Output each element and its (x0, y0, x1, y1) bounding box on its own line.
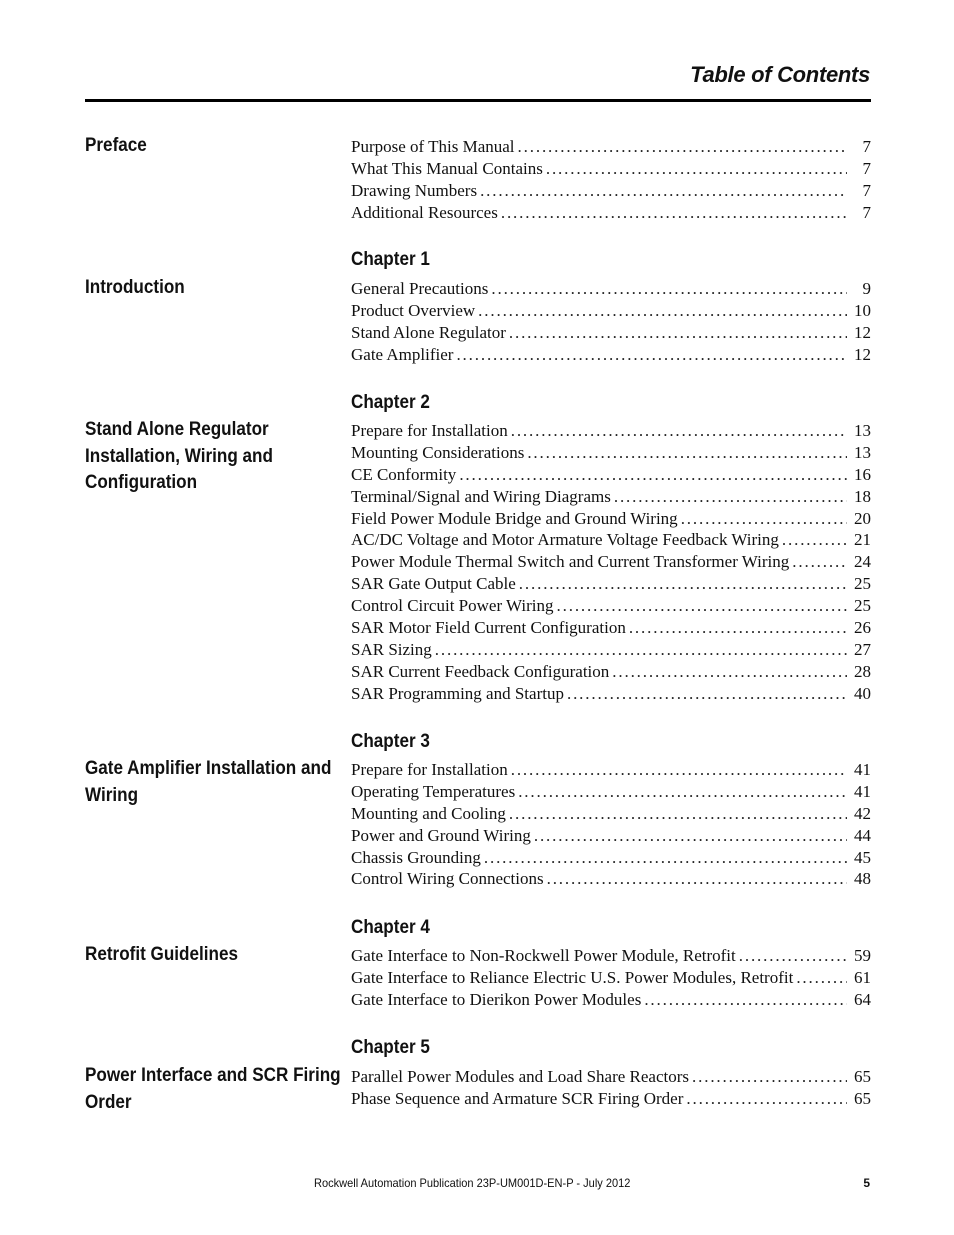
toc-entry-page: 59 (854, 946, 871, 965)
toc-entry-page: 21 (854, 530, 871, 550)
dot-leader (557, 596, 847, 616)
toc-entry-page: 7 (862, 137, 871, 156)
chapter-label: Chapter 1 (351, 249, 430, 270)
toc-entry-list (351, 421, 871, 706)
toc-entry-list (351, 946, 871, 1012)
toc-entry[interactable] (351, 509, 871, 531)
dot-leader (518, 137, 847, 157)
dot-leader (792, 552, 847, 572)
toc-entry[interactable] (351, 345, 871, 367)
toc-entry-page: 9 (862, 279, 871, 298)
footer-page-number: 5 (863, 1176, 870, 1190)
section-heading-line: Stand Alone Regulator (85, 419, 269, 440)
toc-entry-page: 61 (854, 967, 871, 987)
toc-entry[interactable] (351, 487, 871, 509)
toc-entry-page: 40 (854, 683, 871, 703)
dot-leader (546, 159, 847, 179)
section-heading-line: Configuration (85, 472, 198, 493)
toc-entry-title: Gate Amplifier (351, 344, 454, 364)
dot-leader (511, 421, 847, 441)
toc-entry-page: 28 (854, 661, 871, 681)
toc-entry-page: 12 (854, 322, 871, 342)
toc-entry[interactable] (351, 848, 871, 870)
dot-leader (501, 203, 847, 223)
toc-entry-title: Chassis Grounding (351, 847, 481, 867)
toc-entry-title: Terminal/Signal and Wiring Diagrams (351, 486, 611, 506)
footer-publication: Rockwell Automation Publication 23P-UM001D-EN-P - July 2012 (314, 1176, 631, 1190)
toc-entry-title: SAR Programming and Startup (351, 683, 564, 703)
toc-entry-title: CE Conformity (351, 464, 457, 484)
toc-entry-page: 16 (854, 464, 871, 484)
dot-leader (491, 279, 847, 299)
dot-leader (484, 848, 847, 868)
toc-entry[interactable] (351, 181, 871, 203)
chapter-label: Chapter 3 (351, 731, 430, 752)
title-rule (85, 99, 871, 102)
toc-entry-title: Field Power Module Bridge and Ground Wiring (351, 508, 678, 528)
toc-entry[interactable] (351, 137, 871, 159)
toc-entry[interactable] (351, 968, 871, 990)
toc-entry-title: Stand Alone Regulator (351, 322, 506, 342)
toc-entry[interactable] (351, 421, 871, 443)
toc-entry[interactable] (351, 946, 871, 968)
dot-leader (567, 684, 847, 704)
chapter-label: Chapter 5 (351, 1037, 430, 1058)
dot-leader (612, 662, 847, 682)
toc-entry[interactable] (351, 804, 871, 826)
dot-leader (629, 618, 847, 638)
dot-leader (478, 301, 847, 321)
toc-entry-page: 48 (854, 869, 871, 889)
toc-entry-page: 10 (854, 300, 871, 320)
toc-entry[interactable] (351, 159, 871, 181)
page-title: Table of Contents (690, 62, 870, 87)
toc-entry-page: 25 (854, 574, 871, 594)
toc-entry-page: 64 (854, 989, 871, 1009)
toc-entry-title: Control Wiring Connections (351, 869, 544, 889)
toc-entry[interactable] (351, 443, 871, 465)
toc-entry-page: 7 (862, 202, 871, 222)
dot-leader (509, 804, 847, 824)
toc-entry[interactable] (351, 301, 871, 323)
dot-leader (644, 990, 847, 1010)
toc-entry-title: Product Overview (351, 300, 476, 320)
dot-leader (739, 946, 847, 966)
dot-leader (435, 640, 847, 660)
toc-entry-page: 13 (854, 442, 871, 462)
toc-entry-page: 65 (854, 1088, 871, 1108)
toc-entry-title: Gate Interface to Dierikon Power Modules (351, 989, 642, 1009)
toc-entry[interactable] (351, 662, 871, 684)
toc-entry-page: 7 (862, 180, 871, 200)
chapter-label: Chapter 4 (351, 917, 430, 938)
section-heading-line: Introduction (85, 277, 185, 298)
dot-leader (547, 869, 847, 889)
dot-leader (459, 465, 847, 485)
toc-entry-title: General Precautions (351, 279, 489, 298)
toc-entry[interactable] (351, 1089, 871, 1111)
dot-leader (534, 826, 847, 846)
toc-entry-title: Parallel Power Modules and Load Share Reactors (351, 1067, 690, 1086)
dot-leader (692, 1067, 847, 1087)
section-heading-line: Preface (85, 135, 147, 156)
toc-entry-page: 18 (854, 486, 871, 506)
toc-entry[interactable] (351, 279, 871, 301)
section-heading (85, 756, 332, 809)
toc-entry-title: SAR Current Feedback Configuration (351, 661, 610, 681)
toc-entry[interactable] (351, 552, 871, 574)
toc-entry-page: 24 (854, 552, 871, 572)
dot-leader (796, 968, 847, 988)
toc-entry-list (351, 279, 871, 367)
toc-entry-title: SAR Motor Field Current Configuration (351, 618, 626, 638)
toc-entry[interactable] (351, 782, 871, 804)
toc-entry-page: 27 (854, 639, 871, 659)
toc-entry[interactable] (351, 1067, 871, 1089)
toc-entry-page: 20 (854, 508, 871, 528)
toc-entry-title: Drawing Numbers (351, 180, 478, 200)
dot-leader (509, 323, 847, 343)
section-heading (85, 1063, 341, 1116)
toc-entry[interactable] (351, 618, 871, 640)
section-heading (85, 275, 315, 302)
section-heading (85, 133, 315, 160)
toc-entry-title: SAR Gate Output Cable (351, 574, 516, 594)
toc-entry-title: Mounting Considerations (351, 442, 525, 462)
toc-entry-page: 41 (854, 781, 871, 801)
toc-entry-page: 13 (854, 421, 871, 440)
section-heading-line: Wiring (85, 784, 139, 806)
section-heading (85, 417, 315, 497)
toc-entry-page: 26 (854, 618, 871, 638)
toc-entry-list (351, 137, 871, 225)
dot-leader (782, 530, 847, 550)
dot-leader (456, 345, 847, 365)
section-heading-line: Retrofit Guidelines (85, 944, 238, 965)
dot-leader (686, 1089, 847, 1109)
dot-leader (681, 509, 847, 529)
toc-entry-page: 45 (854, 847, 871, 867)
toc-entry-title: Operating Temperatures (351, 781, 516, 801)
toc-entry[interactable] (351, 574, 871, 596)
toc-entry-page: 41 (854, 760, 871, 779)
toc-entry[interactable] (351, 465, 871, 487)
toc-entry-title: Prepare for Installation (351, 421, 508, 440)
dot-leader (519, 574, 847, 594)
section-heading-line: Installation, Wiring and (85, 445, 273, 467)
toc-entry-list (351, 760, 871, 891)
toc-entry-page: 44 (854, 825, 871, 845)
section-heading (85, 942, 315, 969)
toc-entry-page: 7 (862, 158, 871, 178)
chapter-label: Chapter 2 (351, 392, 430, 413)
toc-entry[interactable] (351, 640, 871, 662)
section-heading-line: Order (85, 1091, 132, 1113)
toc-entry-title: Additional Resources (351, 202, 498, 222)
toc-entry-page: 25 (854, 596, 871, 616)
toc-entry-title: Prepare for Installation (351, 760, 508, 779)
section-heading-line: Gate Amplifier Installation and (85, 758, 332, 779)
toc-entry[interactable] (351, 826, 871, 848)
toc-entry[interactable] (351, 990, 871, 1012)
toc-entry-title: Gate Interface to Non-Rockwell Power Module, Retrofit (351, 946, 736, 965)
toc-entry-title: Power Module Thermal Switch and Current Transformer Wiring (351, 552, 790, 572)
toc-entry-title: SAR Sizing (351, 639, 432, 659)
toc-entry-page: 65 (854, 1067, 871, 1086)
toc-entry-title: AC/DC Voltage and Motor Armature Voltage Feedback Wiring (351, 530, 779, 550)
toc-entry-title: Power and Ground Wiring (351, 825, 531, 845)
toc-entry[interactable] (351, 760, 871, 782)
dot-leader (614, 487, 847, 507)
section-heading-line: Power Interface and SCR Firing (85, 1065, 341, 1086)
toc-entry[interactable] (351, 323, 871, 345)
toc-entry-page: 12 (854, 344, 871, 364)
dot-leader (511, 760, 847, 780)
toc-entry-title: Phase Sequence and Armature SCR Firing Order (351, 1088, 684, 1108)
toc-entry-title: Mounting and Cooling (351, 803, 506, 823)
toc-entry[interactable] (351, 869, 871, 891)
toc-entry[interactable] (351, 203, 871, 225)
toc-entry[interactable] (351, 596, 871, 618)
toc-entry-page: 42 (854, 803, 871, 823)
toc-entry-title: Gate Interface to Reliance Electric U.S. Power Modules, Retrofit (351, 967, 794, 987)
toc-entry[interactable] (351, 530, 871, 552)
toc-entry-title: Purpose of This Manual (351, 137, 515, 156)
dot-leader (480, 181, 847, 201)
toc-entry-title: What This Manual Contains (351, 158, 543, 178)
dot-leader (527, 443, 847, 463)
dot-leader (518, 782, 847, 802)
toc-entry-list (351, 1067, 871, 1111)
toc-entry[interactable] (351, 684, 871, 706)
toc-entry-title: Control Circuit Power Wiring (351, 596, 554, 616)
